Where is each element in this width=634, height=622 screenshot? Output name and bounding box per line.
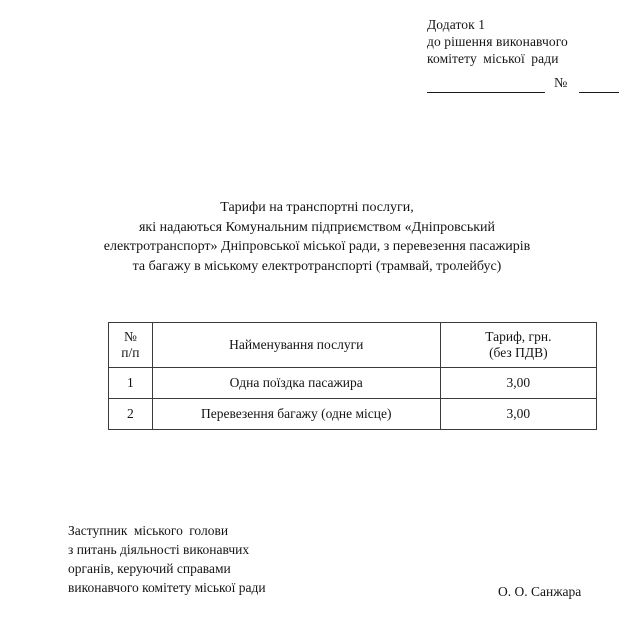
column-header-tariff <box>440 323 596 368</box>
signature-line-2: з питань діяльності виконавчих <box>68 542 250 557</box>
decision-number-line <box>427 76 627 100</box>
number-blank-rule <box>579 92 619 93</box>
column-header-number <box>109 323 153 368</box>
tariff-table-container <box>108 322 597 430</box>
approval-header <box>427 16 627 67</box>
cell-service-name: Перевезення багажу (одне місце) <box>152 399 440 430</box>
column-header-service-name: Найменування послуги <box>152 323 440 368</box>
signature-line-3: органів, керуючий справами <box>68 561 231 576</box>
title-line-1: Тарифи на транспортні послуги, <box>220 200 414 215</box>
cell-tariff-value: 3,00 <box>440 399 596 430</box>
approval-header-line-1: Додаток 1 <box>427 17 486 32</box>
title-line-4: та багажу в міському електротранспорті (трамвай, тролейбус) <box>132 258 502 274</box>
signature-line-4: виконавчого комітету міської ради <box>68 580 266 595</box>
date-blank-rule <box>427 92 545 93</box>
title-line-2: які надаються Комунальним підприємством «Дніпровський <box>138 219 495 235</box>
column-header-tariff-main: Тариф, грн. <box>485 328 552 344</box>
tariff-table <box>108 322 597 430</box>
table-header-row <box>109 323 597 368</box>
signature-line-1: Заступник міського голови <box>68 523 229 538</box>
cell-service-name: Одна поїздка пасажира <box>152 368 440 399</box>
page-title <box>17 198 617 276</box>
approval-header-line-3: комітету міської ради <box>427 51 559 66</box>
cell-row-number: 1 <box>109 368 153 399</box>
column-header-tariff-sub: (без ПДВ) <box>489 345 548 360</box>
table-row <box>109 399 597 430</box>
table-row <box>109 368 597 399</box>
cell-tariff-value: 3,00 <box>440 368 596 399</box>
column-header-number-symbol: № <box>123 328 137 344</box>
signature-title-block <box>68 521 398 597</box>
column-header-number-sub: п/п <box>121 345 140 360</box>
cell-row-number: 2 <box>109 399 153 430</box>
approval-header-line-2: до рішення виконавчого <box>427 34 568 49</box>
signatory-name: О. О. Санжара <box>498 584 582 599</box>
number-symbol: № <box>554 76 568 91</box>
title-line-3: електротранспорт» Дніпровської міської ради, з перевезення пасажирів <box>103 239 531 254</box>
